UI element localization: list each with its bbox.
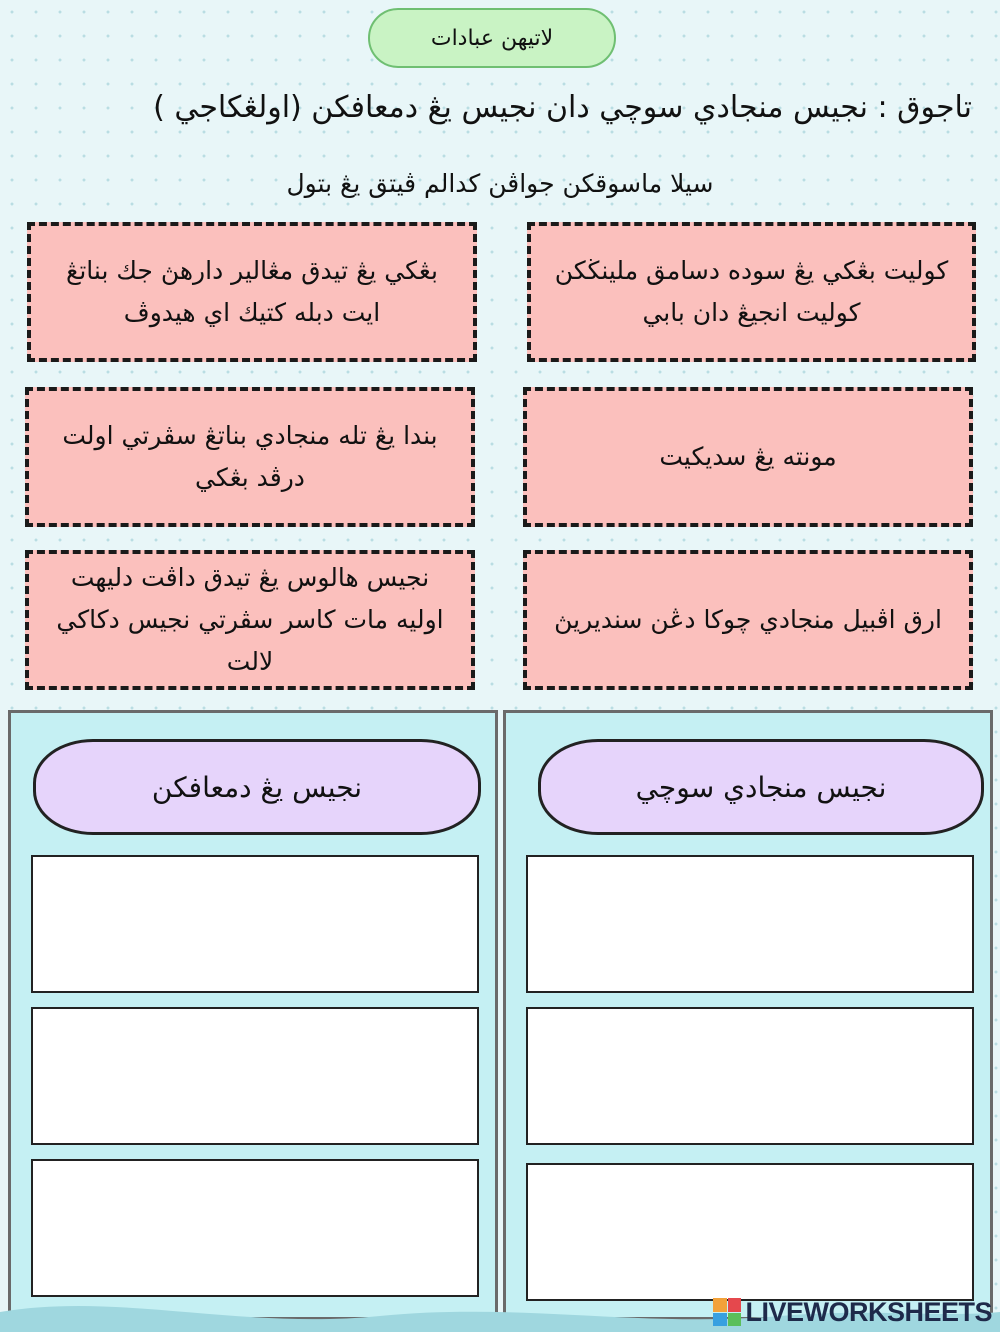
answer-card-5[interactable] [523,550,973,690]
logo-text: LIVEWORKSHEETS [745,1296,992,1327]
answer-card-text: كوليت بڠكي يڠ سوده دسامق ملينڬكن كوليت انجيڠ دان بابي [554,256,949,327]
drop-zone[interactable] [31,855,479,993]
category-label-pill [538,739,984,835]
answer-card-2[interactable] [27,222,477,362]
answer-card-text: نجيس هالوس يڠ تيدق داڤت دليهت اوليه مات كاسر سڤرتي نجيس دكاكي لالت [56,563,444,676]
category-label-pill [33,739,481,835]
category-panel-clean [503,710,993,1320]
worksheet-title-pill [368,8,616,68]
worksheet-title: لاتيهن عبادات [430,25,554,51]
answer-card-6[interactable] [25,550,475,690]
category-label: نجيس منجادي سوچي [635,770,887,804]
category-label: نجيس يڠ دمعافكن [151,770,363,804]
drop-zone[interactable] [31,1007,479,1145]
category-panel-forgiven [8,710,498,1320]
topic-heading: تاجوق : نجيس منجادي سوچي دان نجيس يڠ دمعافكن (اولڠكاجي ) [153,90,972,125]
drop-zone[interactable] [526,855,974,993]
answer-card-text: ارق اڤبيل منجادي چوكا دڠن سنديريڽ [554,605,942,634]
answer-card-3[interactable] [523,387,973,527]
answer-card-4[interactable] [25,387,475,527]
answer-card-text: بڠكي يڠ تيدق مڠالير دارهڽ جك بناتڠ ايت دبله كتيك اي هيدوڤ [66,256,438,327]
answer-card-text: مونته يڠ سديكيت [659,442,837,471]
liveworksheets-logo [713,1294,992,1330]
logo-mark-icon [713,1298,741,1326]
answer-card-1[interactable] [527,222,976,362]
drop-zone[interactable] [526,1007,974,1145]
instruction-text: سيلا ماسوقكن جواڤن كدالم ڤيتق يڠ بتول [286,169,714,198]
answer-card-text: بندا يڠ تله منجادي بناتڠ سڤرتي اولت درڤد بڠكي [62,421,438,492]
